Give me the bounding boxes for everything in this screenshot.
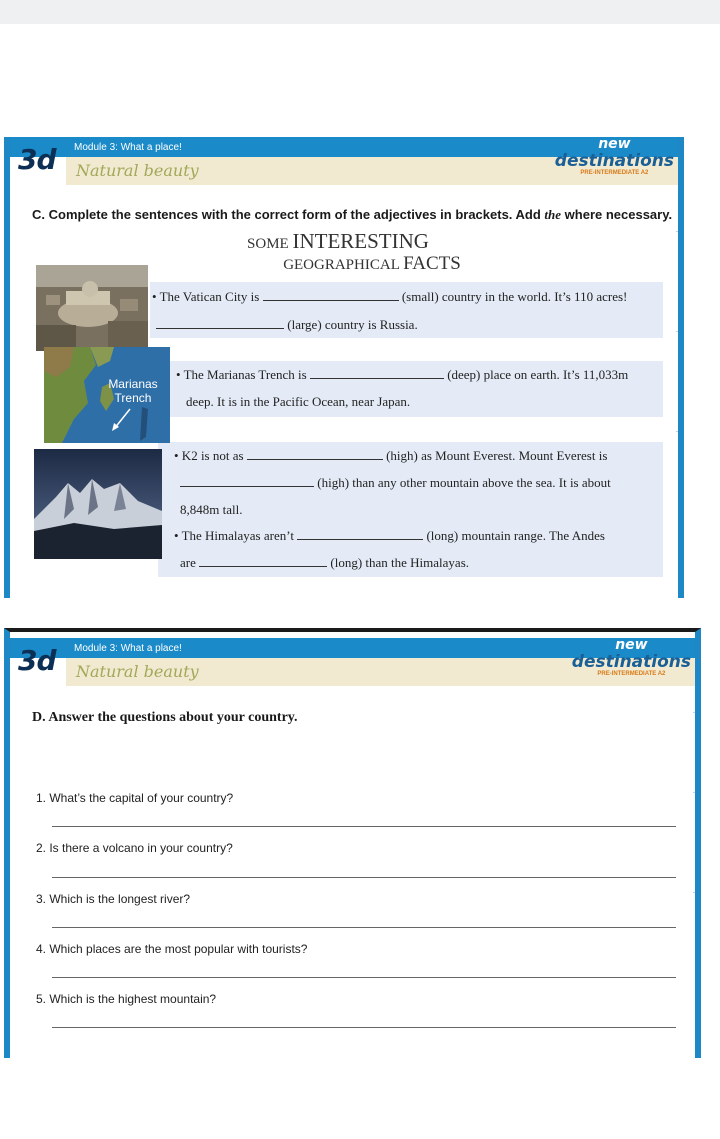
question-2: 2. Is there a volcano in your country? [36, 841, 233, 855]
sentence-everest-cont: 8,848m tall. [180, 502, 243, 517]
worksheet-page-c [4, 137, 684, 598]
lesson-theme: Natural beauty [76, 161, 199, 180]
brand-logo [555, 137, 674, 176]
margin-tick [676, 331, 684, 332]
answer-blank[interactable] [310, 368, 444, 379]
margin-tick [693, 892, 701, 893]
vatican-city-photo [36, 265, 148, 351]
answer-blank[interactable] [247, 449, 383, 460]
exercise-c-instruction: C. Complete the sentences with the correct form of the adjectives in brackets. Add the where necessary. [32, 207, 673, 222]
logo-line-level: PRE-INTERMEDIATE A2 [580, 170, 649, 176]
logo-line-new: new [598, 137, 631, 152]
logo-line-new: new [615, 637, 648, 653]
module-title: Module 3: What a place! [74, 643, 182, 654]
logo-line-destinations: destinations [554, 151, 674, 171]
module-title: Module 3: What a place! [74, 142, 182, 153]
sentence-everest: (high) than any other mountain above the sea. It is about [180, 475, 611, 491]
question-1: 1. What’s the capital of your country? [36, 791, 234, 805]
logo-line-destinations: destinations [571, 652, 691, 672]
answer-line-2[interactable] [52, 877, 676, 878]
answer-blank[interactable] [156, 318, 284, 329]
sentence-russia: (large) country is Russia. [156, 317, 418, 333]
sentence-marianas-cont: deep. It is in the Pacific Ocean, near Japan. [186, 394, 411, 409]
logo-line-level: PRE-INTERMEDIATE A2 [597, 671, 666, 677]
facts-title-line2: GEOGRAPHICAL FACTS [283, 253, 461, 274]
sentence-andes: are (long) than the Himalayas. [180, 555, 470, 570]
sentence-marianas: • The Marianas Trench is (deep) place on earth. It’s 11,033m [176, 367, 629, 382]
margin-tick [693, 792, 701, 793]
answer-line-4[interactable] [52, 977, 676, 978]
answer-blank[interactable] [297, 529, 423, 540]
answer-blank[interactable] [199, 556, 327, 567]
answer-line-1[interactable] [52, 826, 676, 827]
exercise-d-instruction: D. Answer the questions about your country. [32, 710, 298, 725]
viewer-top-bar [0, 0, 720, 24]
question-4: 4. Which places are the most popular with tourists? [36, 942, 308, 956]
map-arrow-icon [110, 407, 134, 433]
lesson-number: 3d [18, 143, 56, 176]
lesson-theme: Natural beauty [76, 662, 199, 681]
answer-line-5[interactable] [52, 1027, 676, 1028]
lesson-number: 3d [18, 644, 56, 677]
answer-blank[interactable] [180, 476, 314, 487]
worksheet-page-d [4, 628, 701, 1058]
answer-blank[interactable] [263, 290, 399, 301]
question-3: 3. Which is the longest river? [36, 892, 191, 906]
margin-tick [676, 431, 684, 432]
sentence-himalayas: • The Himalayas aren’t (long) mountain range. The Andes [174, 528, 605, 543]
himalaya-mountains-photo [34, 449, 162, 559]
margin-tick [693, 712, 701, 713]
brand-logo [572, 638, 691, 677]
answer-line-3[interactable] [52, 927, 676, 928]
margin-tick [676, 231, 684, 232]
map-label: Marianas Trench [108, 377, 158, 405]
facts-title-line1: SOME INTERESTING [247, 229, 429, 253]
page-header [10, 137, 678, 187]
page-header [10, 638, 695, 688]
sentence-k2: • K2 is not as (high) as Mount Everest. Mount Everest is [174, 448, 608, 463]
sentence-vatican: • The Vatican City is (small) country in the world. It’s 110 acres! [152, 289, 628, 304]
question-5: 5. Which is the highest mountain? [36, 992, 217, 1006]
